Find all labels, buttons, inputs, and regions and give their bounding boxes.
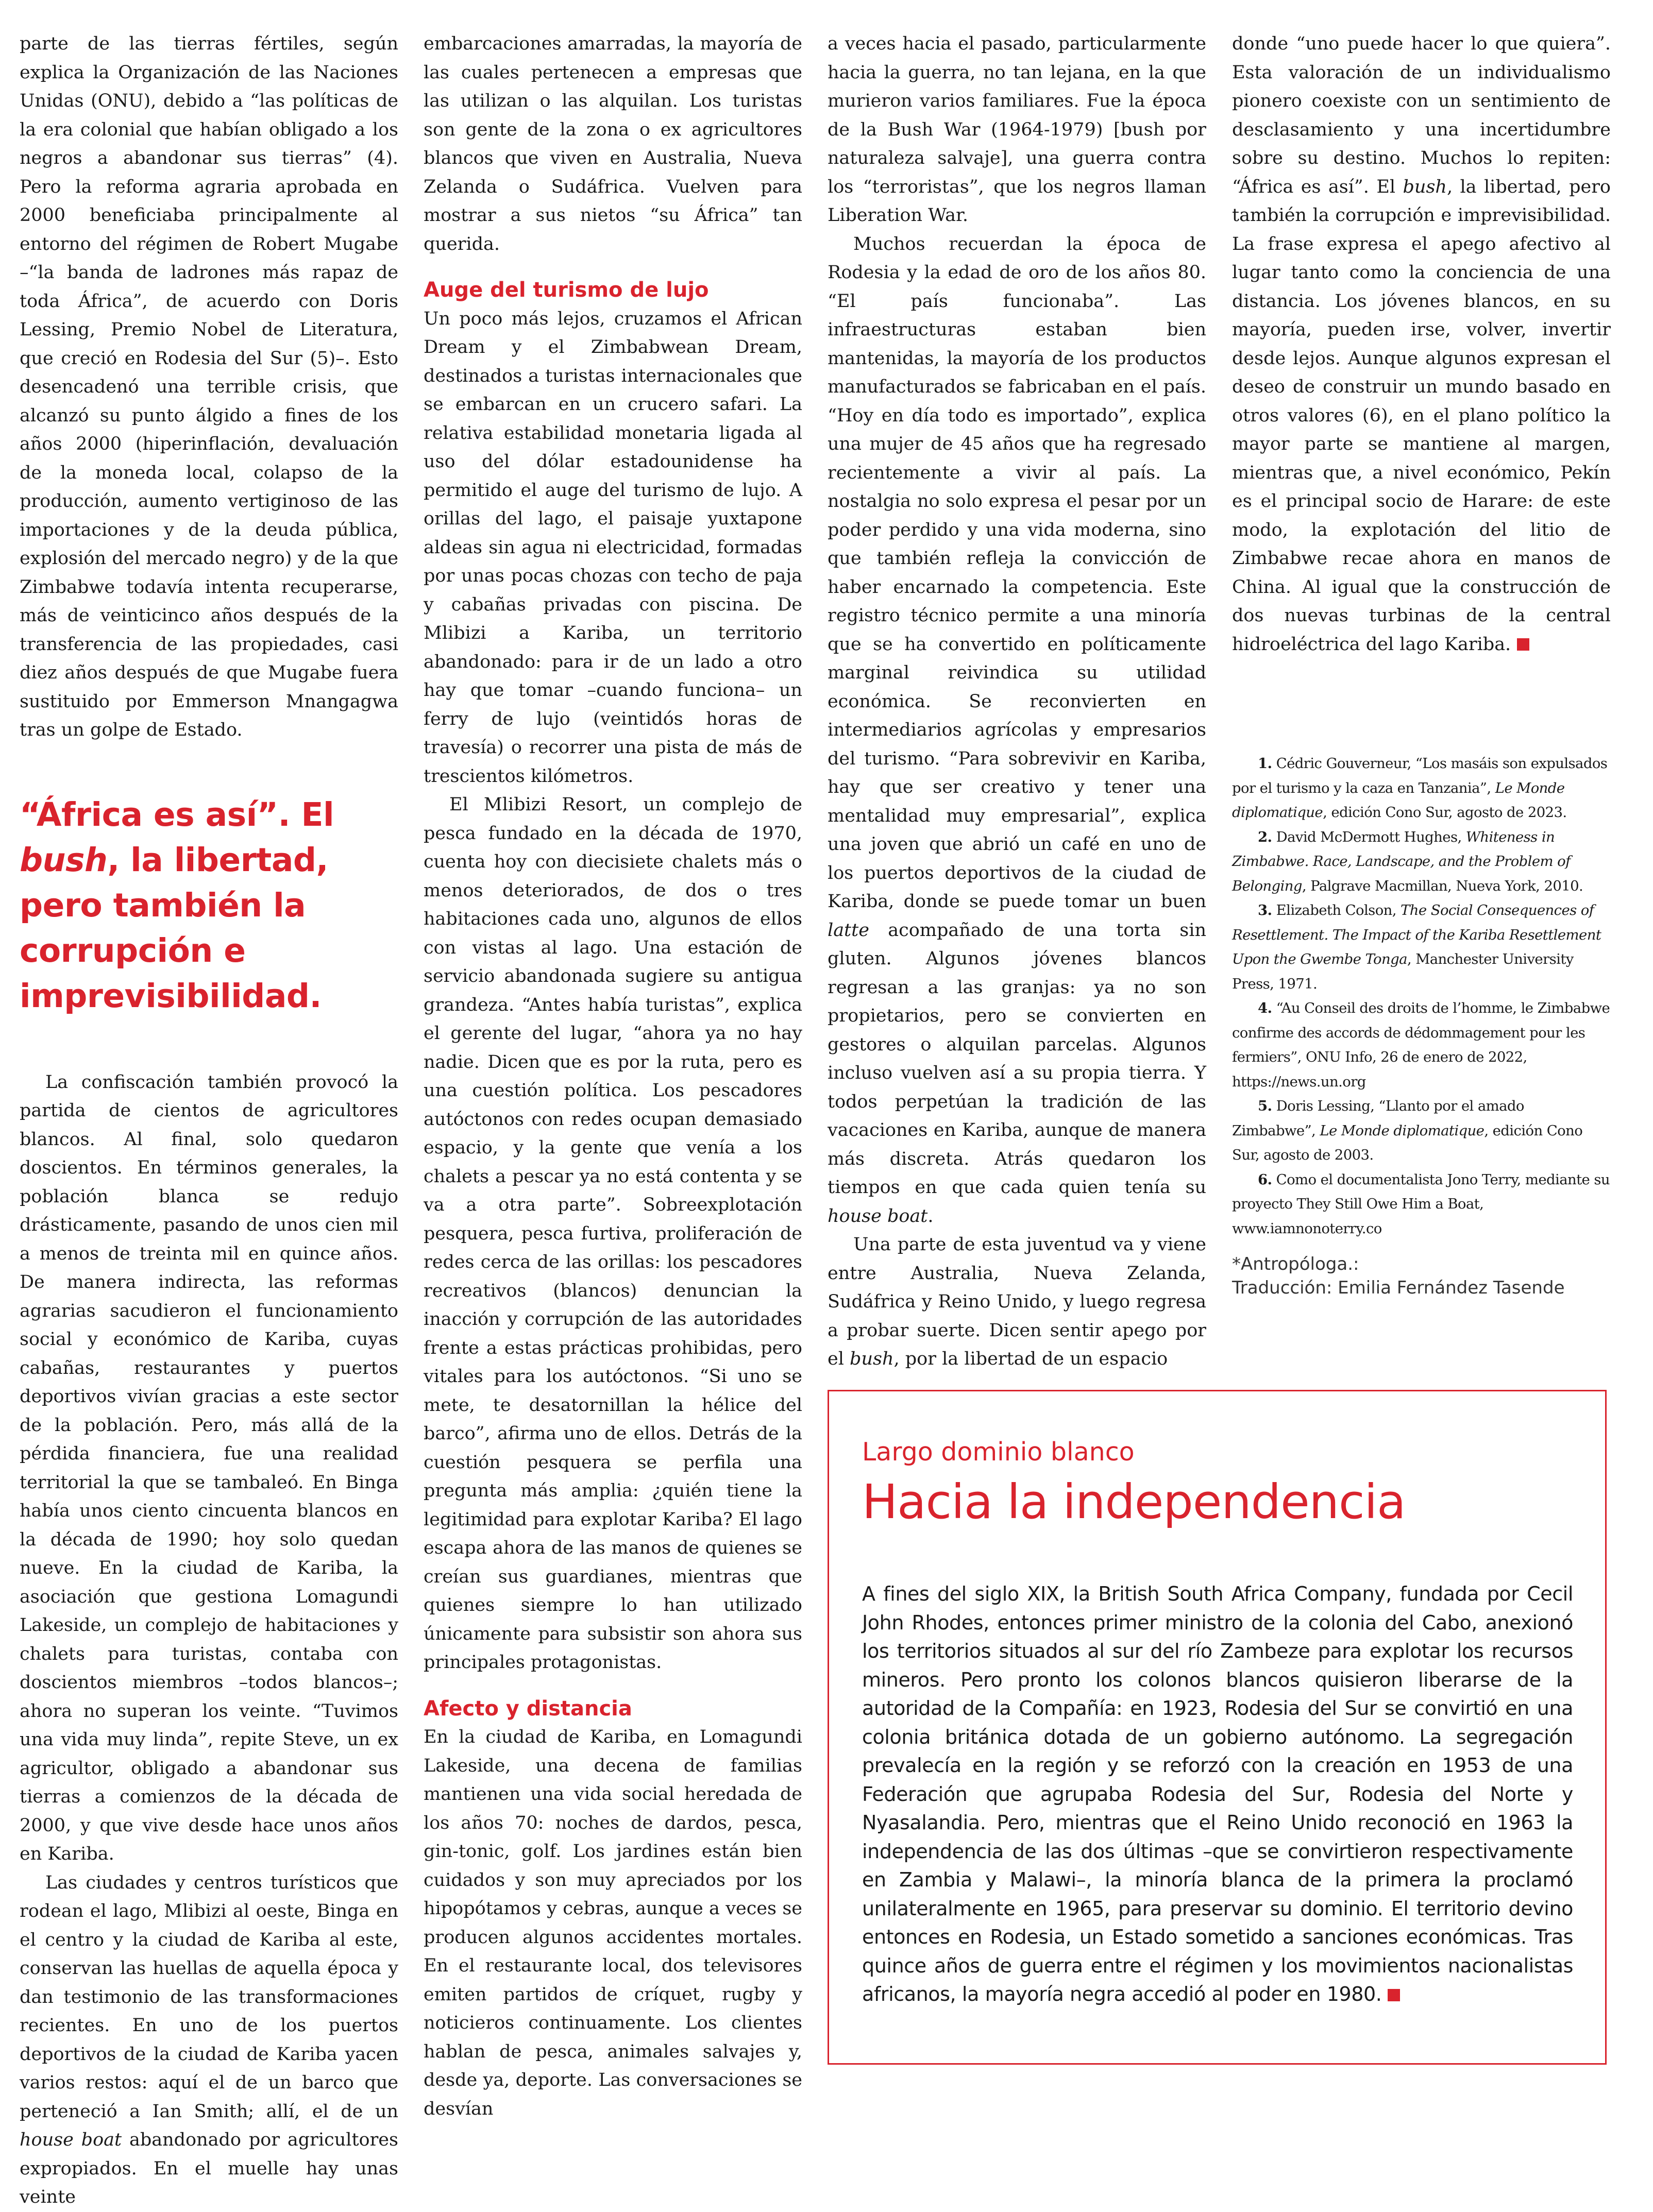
paragraph-emphasis: house boat bbox=[828, 1205, 928, 1227]
paragraph-text: . bbox=[927, 1205, 934, 1227]
footnote-number: 5. bbox=[1258, 1098, 1272, 1114]
box-body-text: A fines del siglo XIX, la British South Africa Company, fundada por Cecil John Rhodes, entonces primer ministro de la colonia del Cabo, anexionó los territorios situados al sur del río Zambeze para explotar los recursos mineros. Pero pronto los colonos blancos quisieron liberarse de la autoridad de la Compañía: en 1923, Rodesia del Sur se convirtió en una colonia británica dotada de un gobierno autónomo. La segregación prevalecía en la región y se reforzó con la creación en 1953 de una Federación que agrupaba Rodesia del Sur, Rodesia del Norte y Nyasalandia. Pero, mientras que el Reino Unido reconoció en 1963 la independencia de las dos últimas –que se convirtieron respectivamente en Zambia y Malawi–, la minoría blanca de la primera la proclamó unilateralmente en 1965, para preservar su dominio. El territorio devino entonces en Rodesia, un Estado sometido a sanciones económicas. Tras quince años de guerra entre el régimen y los movimientos nacionalistas africanos, la mayoría negra accedió al poder en 1980. bbox=[862, 1583, 1573, 2005]
footnote-number: 3. bbox=[1258, 902, 1272, 918]
footnote bbox=[1232, 898, 1611, 996]
column-1 bbox=[20, 30, 398, 2212]
footnote-text: , edición Cono Sur, agosto de 2023. bbox=[1323, 804, 1567, 821]
footnote-number: 2. bbox=[1258, 828, 1272, 845]
paragraph bbox=[1232, 30, 1611, 659]
paragraph-text: , la libertad, pero también la corrupción e imprevisibilidad. La frase expresa el apego afectivo al lugar tanto como la conciencia de una distancia. Los jóvenes blancos, en su mayoría, pueden irse, volver, invertir desde lejos. Aunque algunos expresan el deseo de construir un mundo basado en otros valores (6), en el plano político la mayor parte se mantiene al margen, mientras que, a nivel económico, Pekín es el principal socio de Harare: de este modo, la explotación del litio de Zimbabwe recae ahora en manos de China. Al igual que la construcción de dos nuevas turbinas de la central hidroeléctrica del lago Kariba. bbox=[1232, 176, 1611, 655]
paragraph bbox=[828, 1231, 1206, 1374]
paragraph: embarcaciones amarradas, la mayoría de las cuales pertenecen a empresas que las utilizan o las alquilan. Los turistas son gente de la zona o ex agricultores blancos que viven en Australia, Nueva Zelanda o Sudáfrica. Vuelven para mostrar a sus nietos “su África” tan querida. bbox=[424, 33, 802, 254]
footnote-number: 4. bbox=[1258, 1000, 1272, 1016]
pull-quote-text: “África es así”. El bbox=[20, 795, 334, 833]
column-4 bbox=[1232, 30, 1611, 1300]
box-title: Hacia la independencia bbox=[862, 1474, 1406, 1529]
end-of-article-mark bbox=[1517, 638, 1529, 651]
paragraph-emphasis: latte bbox=[828, 920, 869, 941]
paragraph-text: , por la libertad de un espacio bbox=[893, 1349, 1168, 1369]
footnote-text: , Manchester University Press, 1971. bbox=[1232, 951, 1574, 992]
footnote-text: Como el documentalista Jono Terry, mediante su proyecto They Still Owe Him a Boat, www.iamnonoterry.co bbox=[1232, 1171, 1610, 1237]
footnote-text: “Au Conseil des droits de l’homme, le Zimbabwe confirme des accords de dédommagement pour les fermiers”, ONU Info, 26 de enero de 2022, https://news.un.org bbox=[1232, 1000, 1610, 1090]
column-3 bbox=[828, 30, 1206, 1374]
paragraph-text: Las ciudades y centros turísticos que rodean el lago, Mlibizi al oeste, Binga en el centro y la ciudad de Kariba al este, conservan las huellas de aquella época y dan testimonio de las transformaciones recientes. En uno de los puertos deportivos de la ciudad de Kariba yacen varios restos: aquí el de un barco que perteneció a Ian Smith; allí, el de un bbox=[20, 1872, 398, 2122]
footnote-title: The Social Consequences of Resettlement. The Impact of the Kariba Resettlement Upon the Gwembe Tonga bbox=[1232, 902, 1601, 967]
paragraph-emphasis: bush bbox=[850, 1349, 894, 1369]
paragraph-emphasis: bush bbox=[1403, 176, 1447, 197]
footnote-number: 1. bbox=[1258, 755, 1272, 772]
footnote bbox=[1232, 825, 1611, 899]
paragraph: Un poco más lejos, cruzamos el African Dream y el Zimbabwean Dream, destinados a turistas internacionales que se embarcan en un crucero safari. La relativa estabilidad monetaria ligada al uso del dólar estadounidense ha permitido el auge del turismo de lujo. A orillas del lago, el paisaje yuxtapone aldeas sin agua ni electricidad, formadas por unas pocas chozas con techo de paja y cabañas privadas con piscina. De Mlibizi a Kariba, un territorio abandonado: para ir de un lado a otro hay que tomar –cuando funciona– un ferry de lujo (veintidós horas de travesía) o recorrer una pista de más de trescientos kilómetros. bbox=[424, 308, 802, 787]
paragraph-text: Muchos recuerdan la época de Rodesia y la edad de oro de los años 80. “El país funcionaba”. Las infraestructuras estaban bien mantenidas, la mayoría de los productos manufacturados se fabricaban en el país. “Hoy en día todo es importado”, explica una mujer de 45 años que ha regresado recientemente a vivir al país. La nostalgia no solo expresa el pesar por un poder perdido y una vida moderna, sino que también refleja la convicción de haber encarnado la competencia. Este registro técnico permite a una minoría que se ha convertido en políticamente marginal reivindica su utilidad económica. Se reconvierten en intermediarios agrícolas y empresarios del turismo. “Para sobrevivir en Kariba, hay que ser creativo y tener una mentalidad muy empresarial”, explica una joven que abrió un café en uno de los puertos deportivos de la ciudad de Kariba, donde se puede tomar un buen bbox=[828, 233, 1206, 912]
footnote-text: Elizabeth Colson, bbox=[1272, 902, 1401, 918]
end-of-box-mark bbox=[1388, 1989, 1400, 2001]
footnote bbox=[1232, 1094, 1611, 1168]
footnote-text: , edición Cono Sur, agosto de 2003. bbox=[1232, 1122, 1583, 1163]
footnote-title: Le Monde diplomatique bbox=[1232, 779, 1565, 821]
footnote-text: , Palgrave Macmillan, Nueva York, 2010. bbox=[1302, 877, 1583, 894]
paragraph-text: donde “uno puede hacer lo que quiera”. Esta valoración de un individualismo pionero coexiste con un sentimiento de desclasamiento y una incertidumbre sobre su destino. Muchos lo repiten: “África es así”. El bbox=[1232, 33, 1611, 197]
sidebar-box bbox=[828, 1390, 1607, 2065]
section-heading: Auge del turismo de lujo bbox=[424, 278, 709, 302]
footnote-number: 6. bbox=[1258, 1171, 1272, 1188]
paragraph-text: abandonado por agricultores expropiados. En el muelle hay unas veinte bbox=[20, 2130, 398, 2207]
paragraph bbox=[828, 230, 1206, 1231]
footnote-text: Doris Lessing, “Llanto por el amado Zimbabwe”, bbox=[1232, 1098, 1524, 1139]
footnote-text: Cédric Gouverneur, “Los masáis son expulsados por el turismo y la caza en Tanzania”, bbox=[1232, 755, 1608, 796]
paragraph-text: acompañado de una torta sin gluten. Algunos jóvenes blancos regresan a las granjas: ya no son propietarios, pero se convierten en gestores o alquilan parcelas. Algunos incluso vuelven así a su propia tierra. Y todos perpetúan la tradición de las vacaciones en Kariba, aunque de manera más discreta. Atrás quedaron los tiempos en que cada quien tenía su bbox=[828, 920, 1206, 1198]
paragraph: parte de las tierras fértiles, según explica la Organización de las Naciones Unidas (ONU), debido a “las políticas de la era colonial que habían obligado a los negros a abandonar sus tierras” (4). Pero la reforma agraria aprobada en 2000 beneficiaba principalmente al entorno del régimen de Robert Mugabe –“la banda de ladrones más rapaz de toda África”, de acuerdo con Doris Lessing, Premio Nobel de Literatura, que creció en Rodesia del Sur (5)–. Esto desencadenó una terrible crisis, que alcanzó su punto álgido a fines de los años 2000 (hiperinflación, devaluación de la moneda local, colapso de la producción, aumento vertiginoso de las importaciones y de la deuda pública, explosión del mercado negro) y de la que Zimbabwe todavía intenta recuperarse, más de veinticinco años después de la transferencia de las propiedades, casi diez años después de que Mugabe fuera sustituido por Emmerson Mnangagwa tras un golpe de Estado. bbox=[20, 33, 398, 740]
author-credit bbox=[1232, 1252, 1611, 1300]
paragraph: a veces hacia el pasado, particularmente hacia la guerra, no tan lejana, en la que murieron varios familiares. Fue la época de la Bush War (1964-1979) [bush por naturaleza salvaje], una guerra contra los “terroristas”, que los negros llaman Liberation War. bbox=[828, 33, 1206, 226]
footnote-title: Whiteness in Zimbabwe. Race, Landscape, and the Problem of Belonging bbox=[1232, 828, 1571, 894]
section-heading: Afecto y distancia bbox=[424, 1696, 632, 1721]
paragraph: El Mlibizi Resort, un complejo de pesca fundado en la década de 1970, cuenta hoy con diecisiete chalets más o menos deteriorados, de dos o tres habitaciones cada uno, algunos de ellos con vistas al lago. Una estación de servicio abandonada sugiere su antigua grandeza. “Antes había turistas”, explica el gerente del lugar, “ahora ya no hay nadie. Dicen que es por la ruta, pero es una cuestión política. Los pescadores autóctonos con redes ocupan demasiado espacio, y la gente que venía a los chalets a pescar ya no está contenta y se va a otra parte”. Sobreexplotación pesquera, pesca furtiva, proliferación de redes cerca de las orillas: los pescadores recreativos (blancos) denuncian la inacción y corrupción de las autoridades frente a estas prácticas prohibidas, pero vitales para los autóctonos. “Si uno se mete, te desatornillan la hélice del barco”, afirma uno de ellos. Detrás de la cuestión pesquera se perfila una pregunta más amplia: ¿quién tiene la legitimidad para explotar Kariba? El lago escapa ahora de las manos de quienes se creían sus guardianes, mientras que quienes siempre lo han utilizado únicamente para subsistir son ahora sus principales protagonistas. bbox=[424, 794, 802, 1673]
box-kicker: Largo dominio blanco bbox=[862, 1437, 1135, 1467]
author-role: *Antropóloga.: bbox=[1232, 1254, 1359, 1274]
pull-quote bbox=[20, 792, 398, 1019]
footnote bbox=[1232, 996, 1611, 1094]
paragraph bbox=[20, 1869, 398, 2212]
column-2 bbox=[424, 30, 802, 2123]
paragraph-emphasis: house boat bbox=[20, 2130, 122, 2150]
footnote bbox=[1232, 752, 1611, 825]
footnote-title: Le Monde diplomatique bbox=[1320, 1122, 1485, 1139]
footnotes bbox=[1232, 752, 1611, 1241]
paragraph: La confiscación también provocó la partida de cientos de agricultores blancos. Al final, solo quedaron doscientos. En términos generales, la población blanca se redujo drásticamente, pasando de unos cien mil a menos de treinta mil en quince años. De manera indirecta, las reformas agrarias sacudieron el funcionamiento social y económico de Kariba, cuyas cabañas, restaurantes y puertos deportivos vivían gracias a este sector de la población. Pero, más allá de la pérdida financiera, fue una realidad territorial la que se tambaleó. En Binga había unos ciento cincuenta blancos en la década de 1990; hoy solo quedan nueve. En la ciudad de Kariba, la asociación que gestiona Lomagundi Lakeside, un complejo de habitaciones y chalets para turistas, contaba con doscientos miembros –todos blancos–; ahora no superan los veinte. “Tuvimos una vida muy linda”, repite Steve, un ex agricultor, obligado a abandonar sus tierras a comienzos de la década de 2000, y que vive desde hace unos años en Kariba. bbox=[20, 1071, 398, 1864]
pull-quote-text: , la libertad, pero también la corrupción e imprevisibilidad. bbox=[20, 841, 328, 1015]
paragraph: En la ciudad de Kariba, en Lomagundi Lakeside, una decena de familias mantienen una vida social heredada de los años 70: noches de dardos, pesca, gin-tonic, golf. Los jardines están bien cuidados y son muy apreciados por los hipopótamos y cebras, aunque a veces se producen algunos accidentes mortales. En el restaurante local, dos televisores emiten partidos de críquet, rugby y noticieros continuamente. Los clientes hablan de pesca, animales salvajes y, desde ya, deporte. Las conversaciones se desvían bbox=[424, 1727, 802, 2119]
box-body bbox=[862, 1580, 1573, 2009]
pull-quote-emphasis: bush bbox=[20, 841, 108, 879]
paragraph-text: Una parte de esta juventud va y viene entre Australia, Nueva Zelanda, Sudáfrica y Reino Unido, y luego regresa a probar suerte. Dicen sentir apego por el bbox=[828, 1234, 1206, 1369]
footnote bbox=[1232, 1168, 1611, 1241]
footnote-text: David McDermott Hughes, bbox=[1272, 828, 1466, 845]
translator-credit: Traducción: Emilia Fernández Tasende bbox=[1232, 1278, 1565, 1298]
